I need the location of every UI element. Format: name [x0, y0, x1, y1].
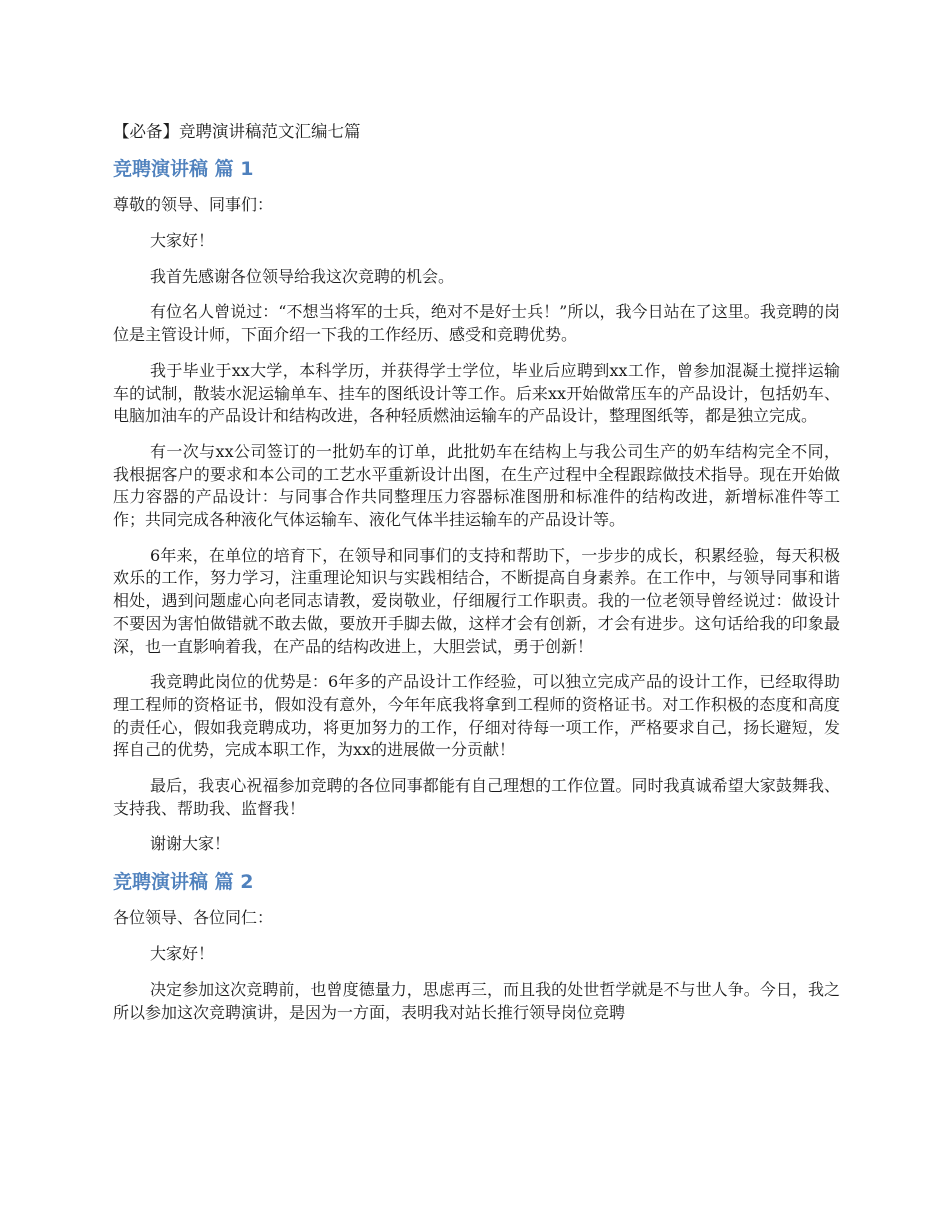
paragraph: 决定参加这次竞聘前，也曾度德量力，思虑再三，而且我的处世哲学就是不与世人争。今日，我之所以参加这次竞聘演讲，是因为一方面，表明我对站长推行领导岗位竞聘	[113, 979, 840, 1022]
salutation: 各位领导、各位同仁：	[113, 908, 274, 928]
paragraph: 6年来，在单位的培育下，在领导和同事们的支持和帮助下，一步步的成长，积累经验，每天积极欢乐的工作，努力学习，注重理论知识与实践相结合，不断提高自身素养。在工作中，与领导同事和谐相处，遇到问题虚心向老同志请教，爱岗敬业，仔细履行工作职责。我的一位老领导曾经说过：做设计不要因为害怕做错就不敢去做，要放开手脚去做，这样才会有创新，才会有进步。这句话给我的印象最深，也一直影响着我，在产品的结构改进上，大胆尝试，勇于创新！	[113, 545, 840, 656]
speech-section-1	[113, 156, 840, 856]
section-heading: 竞聘演讲稿 篇 2	[113, 871, 254, 894]
document-page	[113, 120, 840, 1037]
paragraph: 我首先感谢各位领导给我这次竞聘的机会。	[150, 266, 455, 286]
section-heading: 竞聘演讲稿 篇 1	[113, 158, 254, 180]
document-title: 【必备】竞聘演讲稿范文汇编七篇	[113, 122, 361, 141]
paragraph: 大家好！	[150, 231, 215, 250]
speech-section-2	[113, 869, 840, 1024]
paragraph: 有位名人曾说过：“不想当将军的士兵，绝对不是好士兵！”所以，我今日站在了这里。我竞聘的岗位是主管设计师，下面介绍一下我的工作经历、感受和竞聘优势。	[113, 302, 840, 345]
salutation: 尊敬的领导、同事们：	[113, 195, 274, 214]
paragraph: 有一次与xx公司签订的一批奶车的订单，此批奶车在结构上与我公司生产的奶车结构完全不同，我根据客户的要求和本公司的工艺水平重新设计出图，在生产过程中全程跟踪做技术指导。现在开始做压力容器的产品设计：与同事合作共同整理压力容器标准图册和标准件的结构改进，新增标准件等工作；共同完成各种液化气体运输车、液化气体半挂运输车的产品设计等。	[113, 441, 840, 530]
paragraph: 最后，我衷心祝福参加竞聘的各位同事都能有自己理想的工作位置。同时我真诚希望大家鼓舞我、支持我、帮助我、监督我！	[113, 776, 840, 818]
paragraph: 谢谢大家！	[150, 834, 231, 854]
paragraph: 我于毕业于xx大学，本科学历，并获得学士学位，毕业后应聘到xx工作，曾参加混凝土搅拌运输车的试制，散装水泥运输单车、挂车的图纸设计等工作。后来xx开始做常压车的产品设计，包括奶车、电脑加油车的产品设计和结构改进，各种轻质燃油运输车的产品设计，整理图纸等，都是独立完成。	[113, 360, 840, 426]
paragraph: 大家好！	[150, 944, 215, 964]
paragraph: 我竞聘此岗位的优势是：6年多的产品设计工作经验，可以独立完成产品的设计工作，已经取得助理工程师的资格证书，假如没有意外，今年年底我将拿到工程师的资格证书。对工作积极的态度和高度的责任心，假如我竞聘成功，将更加努力的工作，仔细对待每一项工作，严格要求自己，扬长避短，发挥自己的优势，完成本职工作，为xx的进展做一分贡献！	[113, 672, 840, 760]
